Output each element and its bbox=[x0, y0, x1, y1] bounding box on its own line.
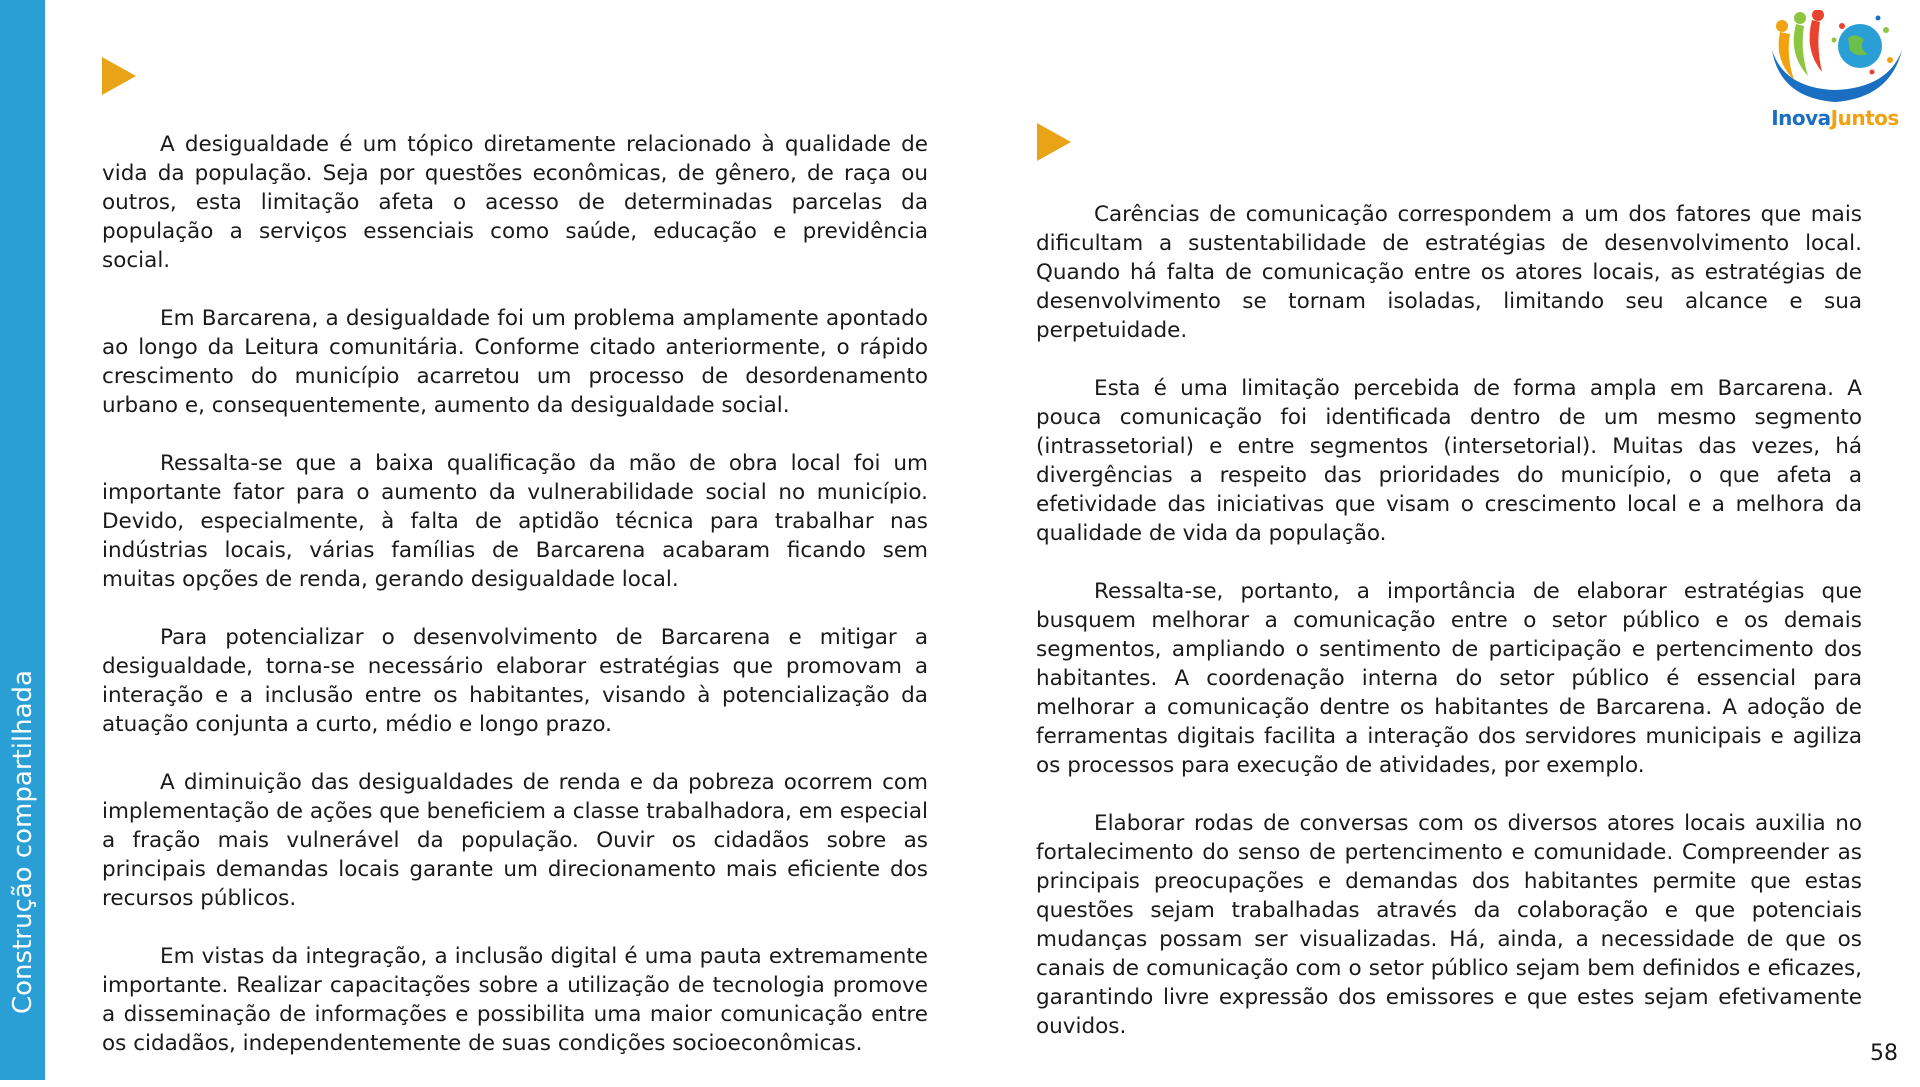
paragraph: Para potencializar o desenvolvimento de Barcarena e mitigar a desigualdade, torna-se necessário elaborar estratégias que promovam a interação e a inclusão entre os habitantes, visando à potencialização da atuação conjunta a curto, médio e longo prazo. bbox=[102, 625, 928, 737]
paragraph: Em vistas da integração, a inclusão digital é uma pauta extremamente importante. Realizar capacitações sobre a utilização de tecnologia promove a disseminação de informações e possibilita uma maior comunicação entre os cidadãos, independentemente de suas condições socioeconômicas. bbox=[102, 944, 928, 1056]
logo-mark-icon bbox=[1760, 10, 1910, 110]
inovajuntos-logo bbox=[1760, 10, 1910, 136]
paragraph: A diminuição das desigualdades de renda e da pobreza ocorrem com implementação de ações que beneficiem a classe trabalhadora, em especial a fração mais vulnerável da população. Ouvir os cidadãos sobre as principais demandas locais garante um direcionamento mais eficiente dos recursos públicos. bbox=[102, 770, 928, 911]
section-marker-icon bbox=[102, 57, 136, 95]
sidebar bbox=[0, 0, 45, 1080]
paragraph: Em Barcarena, a desigualdade foi um problema amplamente apontado ao longo da Leitura comunitária. Conforme citado anteriormente, o rápido crescimento do município acarretou um processo de desordenamento urbano e, consequentemente, aumento da desigualdade social. bbox=[102, 306, 928, 418]
paragraph: Elaborar rodas de conversas com os diversos atores locais auxilia no fortalecimento do senso de pertencimento e comunidade. Compreender as principais preocupações e demandas dos habitantes permite que estas questões sejam trabalhadas através da colaboração e que potenciais mudanças possam ser visualizadas. Há, ainda, a necessidade de que os canais de comunicação com o setor público sejam bem definidos e eficazes, garantindo livre expressão dos emissores e que estes sejam efetivamente ouvidos. bbox=[1036, 811, 1862, 1039]
paragraph: A desigualdade é um tópico diretamente relacionado à qualidade de vida da população. Seja por questões econômicas, de gênero, de raça ou outros, esta limitação afeta o acesso de determinadas parcelas da população a serviços essenciais como saúde, educação e previdência social. bbox=[102, 132, 928, 273]
paragraph: Carências de comunicação correspondem a um dos fatores que mais dificultam a sustentabilidade de estratégias de desenvolvimento local. Quando há falta de comunicação entre os atores locais, as estratégias de desenvolvimento se tornam isoladas, limitando seu alcance e sua perpetuidade. bbox=[1036, 202, 1862, 343]
section-marker-icon bbox=[1037, 123, 1071, 161]
paragraph: Ressalta-se, portanto, a importância de elaborar estratégias que busquem melhorar a comunicação entre o setor público e os demais segmentos, ampliando o sentimento de participação e pertencimento dos habitantes. A coordenação interna do setor público é essencial para melhorar a comunicação dentre os habitantes de Barcarena. A adoção de ferramentas digitais facilita a interação dos servidores municipais e agiliza os processos para execução de atividades, por exemplo. bbox=[1036, 579, 1862, 778]
left-column bbox=[102, 130, 928, 1087]
paragraph: Esta é uma limitação percebida de forma ampla em Barcarena. A pouca comunicação foi identificada dentro de um mesmo segmento (intrassetorial) e entre segmentos (intersetorial). Muitas das vezes, há divergências a respeito das prioridades do município, o que afeta a efetividade das iniciativas que visam o crescimento local e a melhora da qualidade de vida da população. bbox=[1036, 376, 1862, 546]
page-number: 58 bbox=[1870, 1041, 1898, 1066]
sidebar-title bbox=[0, 642, 45, 1042]
paragraph: Ressalta-se que a baixa qualificação da mão de obra local foi um importante fator para o aumento da vulnerabilidade social no município. Devido, especialmente, à falta de aptidão técnica para trabalhar nas indústrias locais, várias famílias de Barcarena acabaram ficando sem muitas opções de renda, gerando desigualdade local. bbox=[102, 451, 928, 592]
sidebar-title-text: Construção compartilhada bbox=[7, 670, 38, 1014]
logo-wordmark: InovaJuntos bbox=[1771, 106, 1899, 130]
right-column bbox=[1036, 200, 1862, 1070]
